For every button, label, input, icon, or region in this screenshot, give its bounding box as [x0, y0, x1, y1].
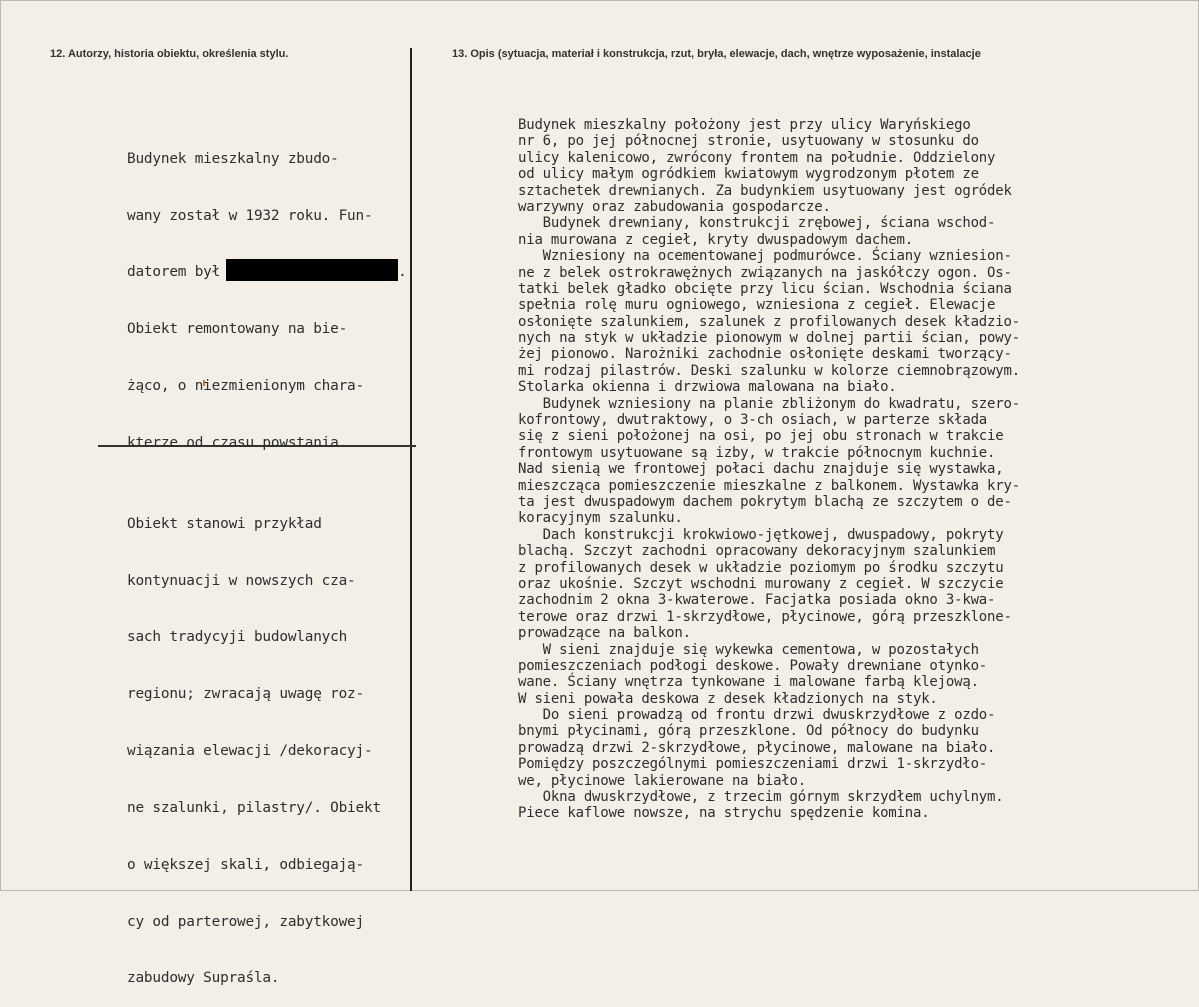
section-13-header: 13. Opis (sytuacja, materiał i konstrukcja, rzut, bryła, elewacje, dach, wnętrze wyposażenie, instalacje — [452, 48, 981, 60]
column-divider — [410, 48, 412, 891]
text-line: frontowym usytuowane są izby, w trakcie północnym kuchnie. — [518, 444, 996, 461]
text-line: spełnia rolę muru ogniowego, wzniesiona z cegieł. Elewacje — [518, 297, 996, 314]
text-line: o większej skali, odbiegają- — [127, 856, 364, 873]
text-line: prowadzą drzwi 2-skrzydłowe, płycinowe, malowane na biało. — [518, 739, 996, 756]
text-line: ta jest dwuspadowym dachem pokrytym blachą ze szczytem o de- — [518, 493, 1012, 510]
text-line-suffix: . — [398, 264, 407, 281]
text-line: ne z belek ostrokrawężnych związanych na jaskółczy ogon. Os- — [518, 264, 1012, 281]
text-line: wany został w 1932 roku. Fun- — [127, 207, 373, 224]
text-line: Stolarka okienna i drzwiowa malowana na biało. — [518, 379, 897, 396]
text-line: mieszcząca pomieszczenie mieszkalne z balkonem. Wystawka kry- — [518, 477, 1020, 494]
text-line: nr 6, po jej północnej stronie, usytuowany w stosunku do — [518, 133, 979, 150]
text-line: regionu; zwracają uwagę roz- — [127, 686, 364, 703]
text-line: zachodnim 2 okna 3-kwaterowe. Facjatka posiada okno 3-kwa- — [518, 592, 996, 609]
text-line-with-redaction — [127, 258, 407, 286]
text-line: blachą. Szczyt zachodni opracowany dekoracyjnym szalunkiem — [518, 543, 996, 560]
text-line: W sieni powała deskowa z desek kładzionych na styk. — [518, 690, 938, 707]
text-line: datorem był — [127, 264, 221, 281]
text-line: ulicy kalenicowo, zwrócony frontem na południe. Oddzielony — [518, 149, 996, 166]
text-line: osłonięte szalunkiem, szalunek z profilowanych desek kładzio- — [518, 313, 1020, 330]
text-line: Budynek mieszkalny położony jest przy ulicy Waryńskiego — [518, 117, 971, 133]
text-line: nia murowana z cegieł, kryty dwuspadowym dachem. — [518, 231, 913, 248]
text-line: terowe oraz drzwi 1-skrzydłowe, płycinowe, górą przeszklone- — [518, 608, 1012, 625]
text-line: sztachetek drewnianych. Za budynkiem usytuowany jest ogródek — [518, 182, 1012, 199]
text-line: oraz ukośnie. Szczyt wschodni murowany z cegieł. W szczycie — [518, 575, 1004, 592]
text-line: Pomiędzy poszczególnymi pomieszczeniami drzwi 1-skrzydło- — [518, 756, 988, 773]
text-line: Do sieni prowadzą od frontu drzwi dwuskrzydłowe z ozdo- — [518, 707, 996, 724]
text-line: mi rodzaj pilastrów. Deski szalunku w kolorze ciemnobrązowym. — [518, 362, 1020, 379]
text-line: Budynek drewniany, konstrukcji zrębowej, ściana wschod- — [518, 215, 996, 232]
text-line: Obiekt stanowi przykład — [127, 515, 322, 532]
text-line: pomieszczeniach podłogi deskowe. Powały drewniane otynko- — [518, 657, 988, 674]
text-line: Okna dwuskrzydłowe, z trzecim górnym skrzydłem uchylnym. — [518, 789, 1004, 806]
text-line: prowadzące na balkon. — [518, 625, 691, 642]
redaction-bar — [226, 259, 398, 281]
text-line: żej pionowo. Narożniki zachodnie osłonięte deskami tworzący- — [518, 346, 1012, 363]
text-line: we, płycinowe lakierowane na biało. — [518, 772, 807, 789]
text-line: kontynuacji w nowszych cza- — [127, 572, 356, 589]
text-line: się z sieni położonej na osi, po jej obu stronach w trakcie — [518, 428, 1004, 445]
history-text — [127, 116, 407, 471]
text-line: ne szalunki, pilastry/. Obiekt — [127, 799, 381, 816]
text-line: sach tradycyji budowlanych — [127, 629, 348, 646]
text-line: Budynek wzniesiony na planie zbliżonym do kwadratu, szero- — [518, 395, 1020, 412]
text-line: z profilowanych desek w układzie poziomym po środku szczytu — [518, 559, 1004, 576]
text-line: Dach konstrukcji krokwiowo-jętkowej, dwuspadowy, pokryty — [518, 526, 1004, 543]
text-line: koracyjnym szalunku. — [518, 510, 683, 527]
text-line: Nad sienią we frontowej połaci dachu znajduje się wystawka, — [518, 461, 1004, 478]
text-line: kofrontowy, dwutraktowy, o 3-ch osiach, w parterze składa — [518, 412, 988, 429]
text-line: cy od parterowej, zabytkowej — [127, 913, 364, 930]
text-line: wane. Ściany wnętrza tynkowane i malowane farbą klejową. — [518, 674, 979, 691]
text-line: zabudowy Supraśla. — [127, 970, 280, 987]
text-line: bnymi płycinami, górą przeszklone. Od północy do budynku — [518, 723, 979, 740]
text-line: nych na styk w układzie pionowym w dolnej partii ścian, powy- — [518, 330, 1020, 347]
text-line: Piece kaflowe nowsze, na strychu spędzenie komina. — [518, 805, 930, 822]
text-line: wiązania elewacji /dekoracyj- — [127, 743, 373, 760]
text-line: Obiekt remontowany na bie- — [127, 321, 348, 338]
text-line: żąco, o niezmienionym chara- — [127, 378, 364, 395]
text-line: tatki belek gładko obcięte przy licu ścian. Wschodnia ściana — [518, 280, 1012, 297]
description-text — [518, 117, 1020, 822]
text-line: Wzniesiony na ocementowanej podmurówce. Ściany wzniesion- — [518, 248, 1012, 265]
text-line: kterze od czasu powstania. — [127, 434, 348, 451]
text-line: warzywny oraz zabudowania gospodarcze. — [518, 198, 831, 215]
text-line: Budynek mieszkalny zbudo- — [127, 150, 339, 167]
text-line: od ulicy małym ogródkiem kwiatowym wygrodzonym płotem ze — [518, 166, 979, 183]
section-12-header: 12. Autorzy, historia obiektu, określenia stylu. — [50, 48, 289, 60]
text-line: W sieni znajduje się wykewka cementowa, w pozostałych — [518, 641, 979, 658]
style-text — [127, 481, 381, 1007]
